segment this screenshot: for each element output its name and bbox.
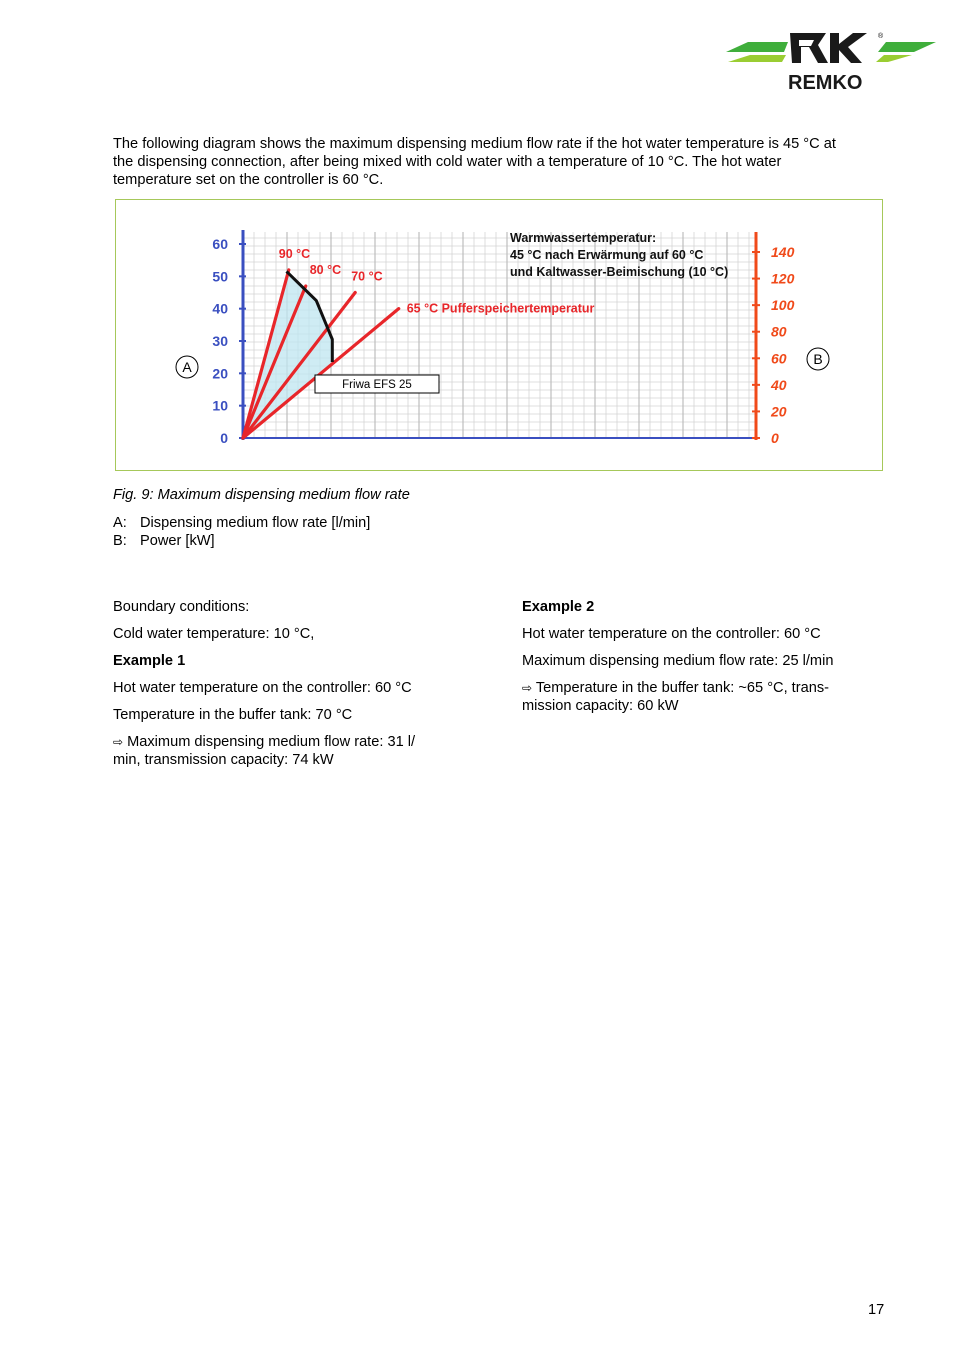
ex1-hot-water-line: Hot water temperature on the controller: 60 °C [113, 680, 412, 696]
logo-left-lightgreen-stripe [728, 55, 786, 62]
left-axis-tick-label: 30 [212, 333, 228, 349]
left-column [113, 598, 463, 769]
ex1-result [113, 733, 463, 769]
ex2-hot-water-line: Hot water temperature on the controller: 60 °C [522, 626, 821, 642]
logo-left-green-stripe [726, 42, 788, 52]
figure-frame [115, 199, 883, 471]
legend-text: Power [kW] [140, 533, 215, 549]
right-axis-tick-label: 40 [771, 376, 787, 393]
right-axis-tick-label: 80 [771, 323, 787, 340]
left-axis-tick-label: 50 [212, 268, 228, 285]
chart-title-line: Warmwassertemperatur: [510, 231, 657, 245]
series-label: 65 °C Pufferspeichertemperatur [406, 301, 595, 316]
left-axis-tick-label: 0 [220, 430, 228, 446]
legend-row-b [113, 532, 370, 550]
right-axis-tick-label: 60 [771, 350, 787, 367]
result-arrow-icon: ⇨ [522, 681, 533, 695]
example1-title: Example 1 [113, 653, 186, 669]
left-axis-tick-label: 60 [212, 236, 228, 252]
marker-b-label: B [813, 351, 823, 367]
product-label: Friwa EFS 25 [342, 379, 412, 391]
ex2-result-text: Temperature in the buffer tank: ~65 °C, trans- mission capacity: 60 kW [522, 680, 829, 714]
ex1-result-text: Maximum dispensing medium flow rate: 31 l/ min, transmission capacity: 74 kW [113, 734, 416, 768]
result-arrow-icon: ⇨ [113, 735, 124, 749]
right-axis-tick-label: 20 [771, 403, 787, 420]
right-axis-tick-label: 140 [771, 244, 795, 260]
figure-caption: Fig. 9: Maximum dispensing medium flow rate [113, 487, 410, 503]
left-axis-tick-label: 10 [212, 397, 228, 414]
right-axis-tick-label: 0 [771, 430, 779, 446]
logo-right-green-stripe [878, 42, 936, 52]
intro-paragraph: The following diagram shows the maximum dispensing medium flow rate if the hot water temperature is 45 °C at the dispensing connection, after being mixed with cold water with a temperature of 10 °C. The hot water temperature set on the controller is 60 °C. [113, 136, 836, 188]
legend-row-a [113, 514, 370, 532]
boundary-heading: Boundary conditions: [113, 599, 250, 615]
logo-r-mark [790, 33, 828, 63]
figure-legend [113, 514, 370, 550]
flow-rate-chart [116, 200, 884, 472]
registered-mark: ® [878, 33, 884, 40]
left-axis-tick-label: 40 [212, 300, 228, 317]
left-axis-tick-label: 20 [212, 365, 228, 382]
remko-logo [726, 30, 938, 92]
logo-brand-text: REMKO [788, 72, 863, 92]
page-number: 17 [868, 1302, 885, 1318]
series-label: 80 °C [309, 263, 342, 278]
logo-k-mark [830, 33, 867, 63]
legend-key: B: [113, 533, 127, 549]
shaded-operating-area [243, 271, 332, 438]
right-axis-tick-label: 100 [771, 297, 795, 314]
logo-right-lightgreen-stripe [876, 55, 912, 62]
series-label: 70 °C [351, 269, 383, 284]
right-column [522, 598, 877, 715]
right-axis-tick-label: 120 [771, 270, 795, 287]
legend-text: Dispensing medium flow rate [l/min] [140, 515, 371, 531]
cold-water-line: Cold water temperature: 10 °C, [113, 626, 315, 642]
example2-title: Example 2 [522, 599, 595, 615]
legend-key: A: [113, 515, 127, 531]
ex2-flow-line: Maximum dispensing medium flow rate: 25 l/min [522, 653, 834, 669]
ex2-result [522, 679, 877, 715]
series-label: 90 °C [278, 246, 311, 261]
ex1-buffer-line: Temperature in the buffer tank: 70 °C [113, 707, 353, 723]
chart-title-line: und Kaltwasser-Beimischung (10 °C) [510, 265, 729, 279]
marker-a-label: A [182, 359, 192, 375]
chart-title-line: 45 °C nach Erwärmung auf 60 °C [510, 248, 704, 262]
